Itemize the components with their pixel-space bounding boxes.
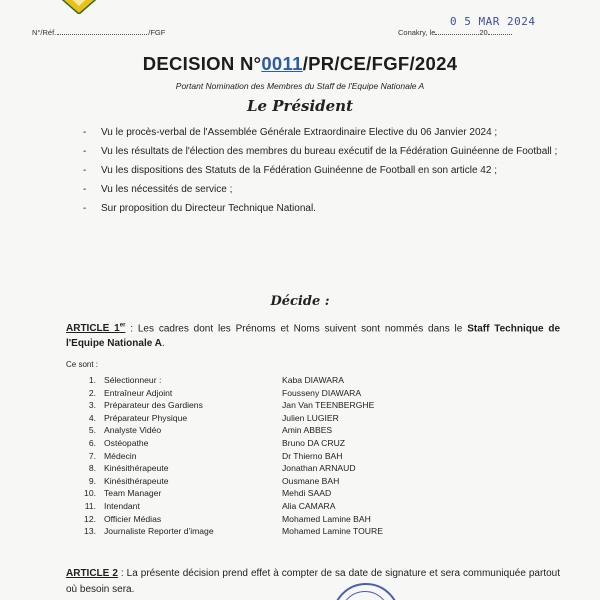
bullet-icon: -: [83, 146, 87, 157]
staff-name: Mohamed Lamine TOURE: [282, 526, 383, 537]
list-item: [83, 164, 561, 179]
staff-row: [82, 514, 482, 527]
staff-row: [82, 388, 482, 401]
ref-prefix: N°/Réf.: [32, 28, 57, 37]
list-item: [83, 183, 561, 198]
article-1-end: .: [161, 337, 165, 349]
staff-num: 8.: [88, 463, 96, 474]
list-item-text: Sur proposition du Directeur Technique National.: [101, 203, 316, 214]
staff-num: 12.: [84, 513, 96, 524]
staff-role: Entraîneur Adjoint: [104, 387, 173, 398]
date-stamp: 0 5 MAR 2024: [450, 15, 536, 28]
staff-row: [82, 488, 482, 501]
staff-name: Dr Thierno BAH: [282, 450, 343, 461]
staff-role: Préparateur des Gardiens: [104, 400, 203, 411]
bullet-icon: -: [83, 127, 87, 138]
title-suffix: /PR/CE/FGF/2024: [302, 53, 458, 74]
staff-role: Kinésithérapeute: [104, 463, 169, 474]
staff-row: [82, 413, 482, 426]
staff-num: 7.: [88, 450, 96, 461]
staff-num: 3.: [88, 400, 96, 411]
seal-inner-ring: [340, 591, 390, 600]
staff-name: Bruno DA CRUZ: [282, 437, 346, 448]
considerations-list: [83, 126, 561, 221]
article-1: [66, 319, 560, 351]
staff-role: Médecin: [104, 450, 137, 461]
decision-number: 0011: [261, 53, 303, 74]
article-1-colon: :: [125, 323, 134, 335]
article-1-text: Les cadres dont les Prénoms et Noms suivent sont nommés dans le: [137, 323, 463, 335]
article-2-text: La présente décision prend effet à compter de sa date de signature et sera communiquée partout où besoin sera.: [66, 568, 561, 595]
staff-role: Intendant: [104, 500, 140, 511]
city-label: Conakry, le: [398, 28, 436, 37]
staff-role: Ostéopathe: [104, 437, 149, 448]
staff-num: 1.: [88, 375, 96, 385]
staff-row: [82, 526, 482, 539]
staff-num: 13.: [84, 526, 96, 537]
staff-row: [82, 425, 482, 438]
list-item-text: Vu les nécessités de service ;: [101, 184, 233, 195]
staff-name: Jan Van TEENBERGHE: [282, 400, 375, 411]
staff-role: Journaliste Reporter d'image: [104, 526, 214, 537]
staff-name: Julien LUGIER: [282, 412, 339, 423]
list-item-text: Vu les résultats de l'élection des membres du bureau exécutif de la Fédération Guinéenne de Football ;: [101, 146, 558, 157]
staff-row: [82, 451, 482, 464]
bullet-icon: -: [83, 203, 87, 214]
article-2-colon: :: [117, 568, 124, 579]
staff-role: Analyste Vidéo: [104, 425, 162, 436]
ref-dots: [57, 34, 147, 35]
staff-num: 5.: [88, 425, 96, 436]
article-1-label: [66, 323, 125, 334]
staff-role: Kinésithérapeute: [104, 475, 169, 486]
bullet-icon: -: [83, 184, 87, 195]
reference-line: [32, 28, 165, 37]
staff-role: Team Manager: [104, 488, 162, 499]
decision-title: [0, 53, 600, 75]
article-2-label: ARTICLE 2: [66, 568, 118, 579]
article-2: [66, 566, 560, 598]
staff-num: 6.: [88, 437, 96, 448]
staff-row: [82, 400, 482, 413]
article-1-bold-text: Staff Technique de l'Equipe Nationale A: [66, 323, 561, 349]
date-dots: [435, 34, 479, 35]
decide-heading: Décide :: [270, 294, 330, 309]
place-date-line: [398, 28, 512, 37]
ref-suffix: /FGF: [148, 28, 166, 37]
staff-row: [82, 463, 482, 476]
staff-name: Fousseny DIAWARA: [282, 387, 362, 398]
staff-name: Kaba DIAWARA: [282, 375, 344, 385]
staff-name: Ousmane BAH: [282, 475, 340, 486]
staff-name: Amin ABBES: [282, 425, 333, 436]
staff-row: [82, 476, 482, 489]
staff-num: 10.: [84, 488, 96, 499]
staff-row: [82, 375, 482, 388]
staff-num: 9.: [88, 475, 96, 486]
staff-row: [82, 501, 482, 514]
staff-name: Mohamed Lamine BAH: [282, 513, 371, 524]
staff-name: Jonathan ARNAUD: [282, 463, 356, 474]
staff-name: Alia CAMARA: [282, 500, 336, 511]
year-suffix: 20: [479, 28, 488, 37]
list-item: [83, 126, 561, 141]
year-dots: [488, 34, 512, 35]
list-item: [83, 202, 561, 217]
article-1-label-text: ARTICLE 1: [66, 323, 120, 335]
list-item-text: Vu le procès-verbal de l'Assemblée Générale Extraordinaire Elective du 06 Janvier 2024 ;: [101, 127, 498, 138]
decision-subtitle: Portant Nomination des Membres du Staff de l'Equipe Nationale A: [175, 81, 425, 91]
staff-role: Préparateur Physique: [104, 412, 188, 423]
staff-role: Officier Médias: [104, 513, 162, 524]
staff-role: Sélectionneur :: [104, 375, 162, 385]
staff-num: 4.: [88, 412, 96, 423]
list-item: [83, 145, 561, 160]
staff-list: [82, 375, 482, 539]
ce-sont-label: Ce sont :: [66, 360, 99, 369]
staff-row: [82, 438, 482, 451]
fgf-logo-icon: [56, 0, 102, 14]
article-1-sup: er: [119, 323, 126, 329]
staff-num: 11.: [84, 500, 96, 511]
title-prefix: DECISION N°: [142, 53, 262, 74]
staff-num: 2.: [88, 387, 96, 398]
bullet-icon: -: [83, 165, 87, 176]
list-item-text: Vu les dispositions des Statuts de la Fédération Guinéenne de Football en son article 42 ;: [101, 165, 497, 176]
president-heading: Le Président: [246, 97, 354, 115]
staff-name: Mehdi SAAD: [282, 488, 332, 499]
